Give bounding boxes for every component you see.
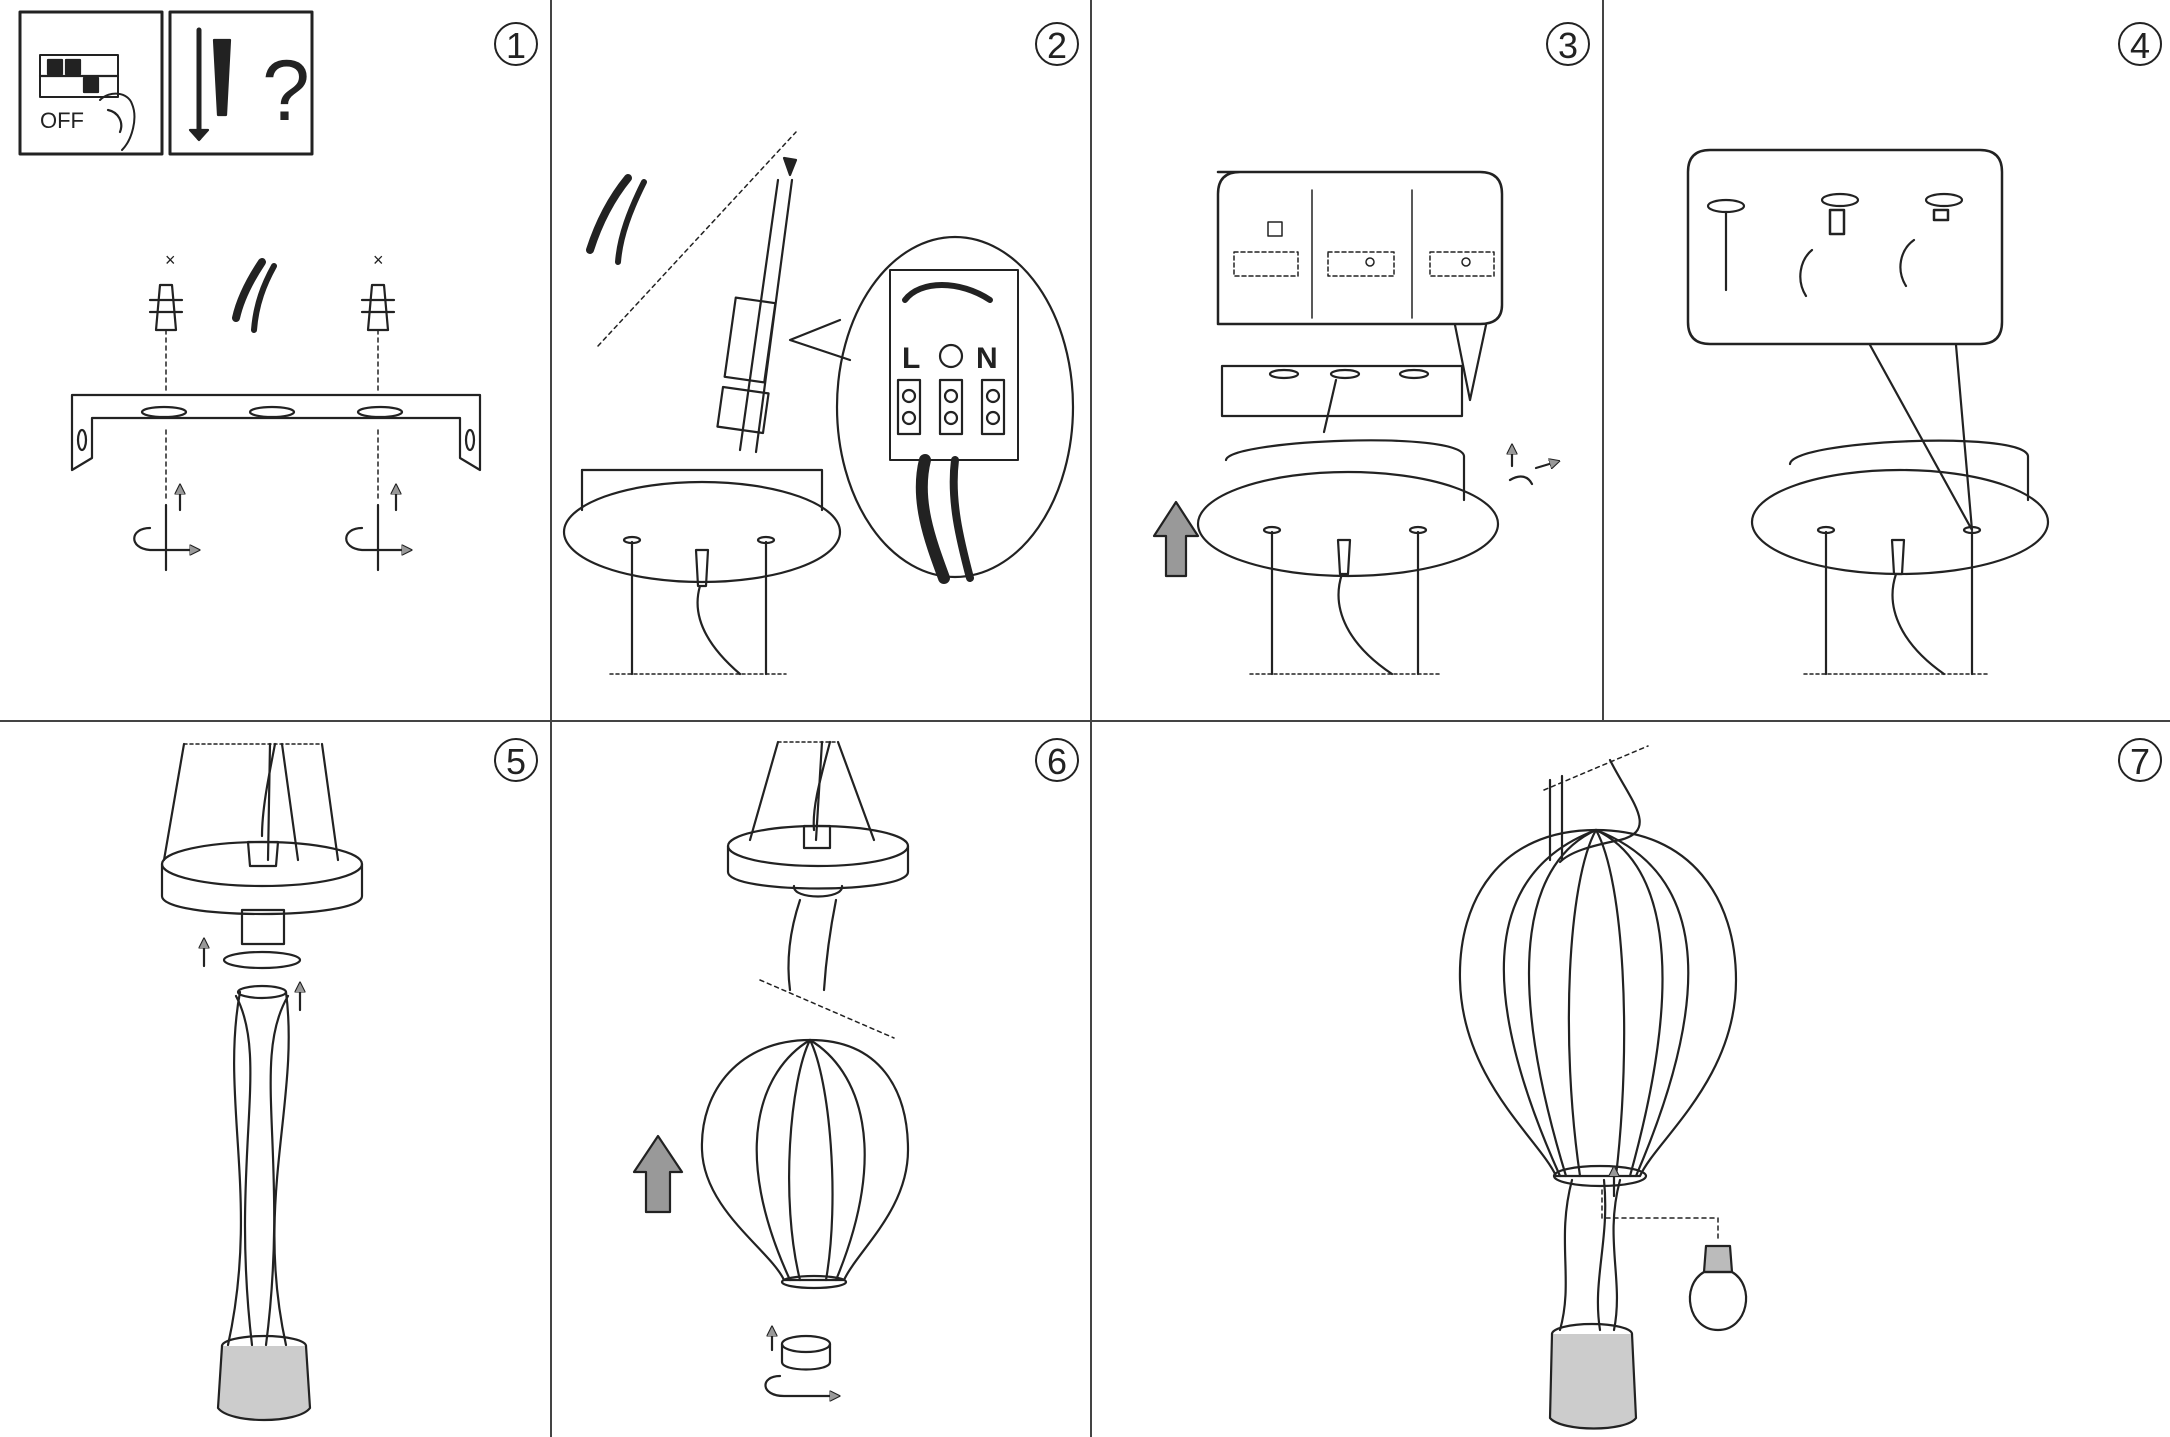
- bulb-7: [1690, 1246, 1746, 1330]
- bulb-guide-line: [1602, 1190, 1718, 1240]
- panel-step-3: [1154, 172, 1556, 674]
- balloon-shade-7: [1460, 830, 1736, 1186]
- panel-step-1: [20, 12, 480, 570]
- lampholder-ring-6: [765, 1330, 836, 1396]
- drill-question-icon: [170, 12, 312, 154]
- terminal-neutral-label: N: [976, 342, 998, 375]
- lift-arrow-6: [634, 1136, 682, 1212]
- step-number-2-text: 2: [1046, 25, 1068, 66]
- screw-right: [346, 430, 408, 570]
- canopy-3: [1198, 440, 1498, 674]
- step-number-3-text: 3: [1557, 25, 1579, 66]
- mains-cable: [236, 262, 274, 330]
- frame-wires-5: [228, 986, 289, 1345]
- step-number-7-text: 7: [2129, 741, 2151, 782]
- hanging-wires-6: [788, 900, 836, 990]
- canopy-5: [162, 842, 362, 944]
- step-number-1-text: 1: [505, 25, 527, 66]
- step-number-3: [1547, 23, 1589, 66]
- step-number-7: [2119, 739, 2161, 782]
- breaker-off-label: OFF: [40, 108, 84, 133]
- svg-text:×: ×: [373, 250, 384, 270]
- step-number-5-text: 5: [505, 741, 527, 782]
- step-number-1: [495, 23, 537, 66]
- canopy-2: [564, 470, 840, 674]
- balloon-shade-6: [702, 1040, 908, 1288]
- lift-arrow-3: [1154, 502, 1198, 576]
- step-number-4-text: 4: [2129, 25, 2151, 66]
- panel-step-6: [634, 742, 908, 1396]
- terminal-live-label: L: [902, 342, 921, 375]
- mains-cable-2: [590, 178, 644, 262]
- step-number-6-text: 6: [1046, 741, 1068, 782]
- panel-step-2: [564, 132, 1073, 674]
- mounting-bracket: [72, 395, 480, 470]
- panel-step-4: [1688, 150, 2048, 674]
- ring-5: [224, 952, 300, 968]
- canopy-4: [1752, 441, 2048, 674]
- screw-left: [134, 430, 196, 570]
- svg-text:×: ×: [165, 250, 176, 270]
- question-mark: ?: [262, 43, 310, 139]
- basket-7: [1550, 1324, 1636, 1429]
- step-number-6: [1036, 739, 1078, 782]
- wall-plug-right: [362, 250, 394, 392]
- step-number-5: [495, 739, 537, 782]
- bracket-3: [1222, 366, 1462, 432]
- side-screw-3: [1510, 448, 1556, 484]
- basket-5: [218, 1336, 310, 1420]
- ceiling-line-7: [1544, 746, 1648, 790]
- step-number-2: [1036, 23, 1078, 66]
- panel-step-5: [162, 744, 362, 1420]
- frame-wires-7: [1560, 1180, 1620, 1330]
- pendant-cable-connector: [717, 158, 796, 452]
- ceiling-guide-line: [598, 132, 796, 346]
- wall-plug-left: [150, 250, 182, 392]
- terminal-block-callout: [790, 237, 1073, 578]
- panel-step-7: [1460, 746, 1746, 1429]
- breaker-off-icon: [20, 12, 162, 154]
- guide-line-6: [760, 980, 894, 1038]
- canopy-6: [728, 826, 908, 897]
- step-number-4: [2119, 23, 2161, 66]
